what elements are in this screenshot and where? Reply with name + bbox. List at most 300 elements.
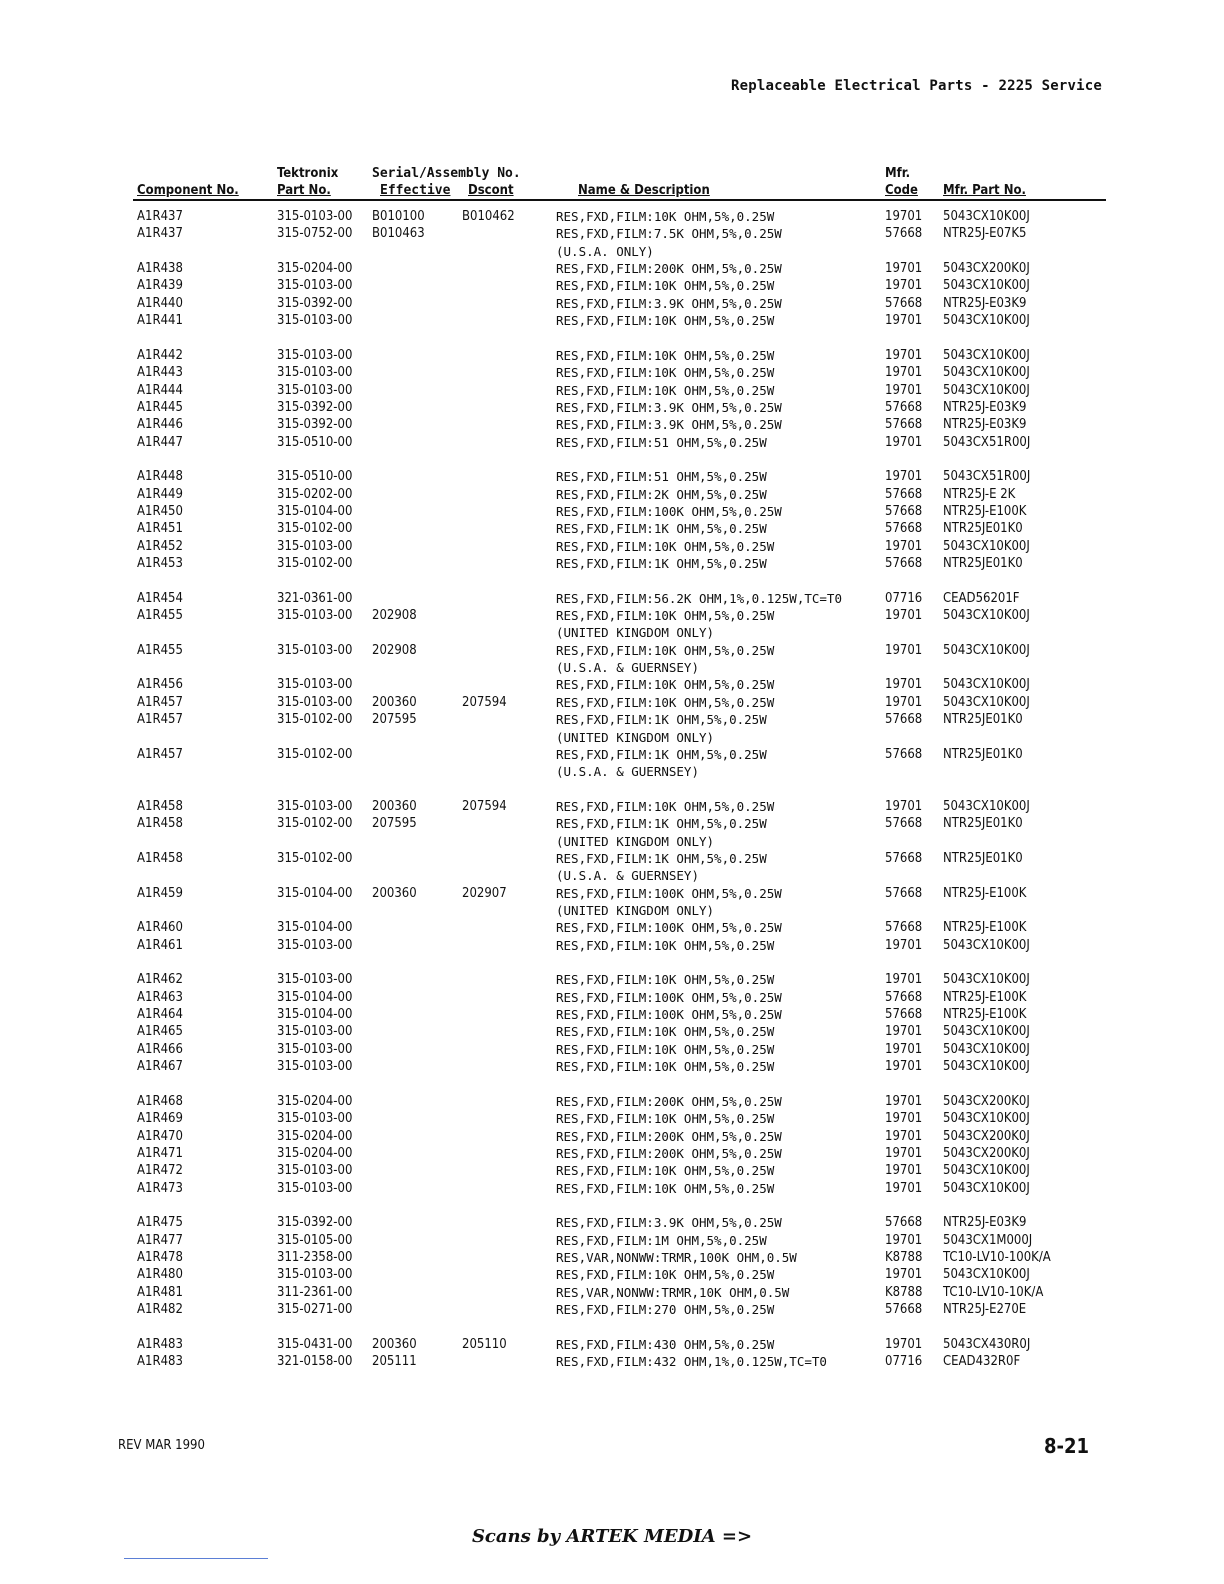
component-no: A1R462 bbox=[137, 972, 183, 988]
table-row bbox=[0, 399, 1224, 417]
table-row bbox=[0, 1110, 1224, 1128]
part-no: 315-0103-00 bbox=[277, 538, 353, 554]
mfr-part-no: 5043CX10K00J bbox=[943, 1024, 1030, 1040]
mfr-code: 19701 bbox=[885, 382, 923, 398]
description-note: (U.S.A. ONLY) bbox=[556, 243, 654, 259]
description: RES,FXD,FILM:10K OHM,5%,0.25W bbox=[556, 677, 775, 693]
table-row bbox=[0, 607, 1224, 625]
header-tektronix: Tektronix bbox=[277, 166, 339, 181]
part-no: 315-0103-00 bbox=[277, 1180, 353, 1196]
mfr-code: 57668 bbox=[885, 1215, 923, 1231]
part-no: 315-0103-00 bbox=[277, 1024, 353, 1040]
component-no: A1R455 bbox=[137, 608, 183, 624]
part-no: 315-0102-00 bbox=[277, 556, 353, 571]
table-row bbox=[0, 815, 1224, 833]
scan-credit: Scans by ARTEK MEDIA => bbox=[471, 1526, 753, 1547]
description: RES,FXD,FILM:10K OHM,5%,0.25W bbox=[556, 1111, 775, 1127]
mfr-part-no: 5043CX1M000J bbox=[943, 1232, 1033, 1248]
header-dscont: Dscont bbox=[468, 183, 514, 198]
header-code: Code bbox=[885, 183, 918, 198]
mfr-part-no: NTR25JE01K0 bbox=[943, 850, 1023, 866]
description: RES,FXD,FILM:10K OHM,5%,0.25W bbox=[556, 313, 775, 329]
mfr-code: 19701 bbox=[885, 1111, 923, 1127]
component-no: A1R454 bbox=[137, 590, 183, 606]
component-no: A1R453 bbox=[137, 556, 183, 571]
table-row bbox=[0, 1093, 1224, 1111]
part-no: 315-0103-00 bbox=[277, 937, 353, 953]
part-no: 315-0392-00 bbox=[277, 1215, 353, 1231]
description: RES,FXD,FILM:1M OHM,5%,0.25W bbox=[556, 1232, 767, 1248]
mfr-code: 19701 bbox=[885, 1145, 923, 1161]
component-no: A1R439 bbox=[137, 278, 183, 294]
mfr-code: 57668 bbox=[885, 712, 923, 728]
table-row bbox=[0, 971, 1224, 989]
mfr-part-no: 5043CX10K00J bbox=[943, 694, 1030, 710]
table-row bbox=[0, 989, 1224, 1007]
mfr-part-no: NTR25J-E03K9 bbox=[943, 399, 1027, 415]
table-row bbox=[0, 711, 1224, 729]
table-row bbox=[0, 208, 1224, 226]
mfr-part-no: 5043CX200K0J bbox=[943, 1145, 1030, 1161]
component-no: A1R469 bbox=[137, 1111, 183, 1127]
part-no: 315-0103-00 bbox=[277, 694, 353, 710]
table-row bbox=[0, 885, 1224, 903]
serial-effective: 200360 bbox=[372, 798, 417, 814]
mfr-code: 57668 bbox=[885, 989, 923, 1005]
table-row bbox=[0, 642, 1224, 660]
mfr-part-no: 5043CX200K0J bbox=[943, 261, 1030, 277]
part-no: 315-0103-00 bbox=[277, 972, 353, 988]
mfr-part-no: 5043CX10K00J bbox=[943, 209, 1030, 224]
mfr-code: 19701 bbox=[885, 1093, 923, 1109]
mfr-code: 19701 bbox=[885, 209, 923, 224]
component-no: A1R447 bbox=[137, 434, 183, 450]
description: RES,FXD,FILM:10K OHM,5%,0.25W bbox=[556, 538, 775, 554]
table-row bbox=[0, 434, 1224, 452]
mfr-code: 19701 bbox=[885, 937, 923, 953]
mfr-part-no: 5043CX10K00J bbox=[943, 972, 1030, 988]
mfr-part-no: 5043CX10K00J bbox=[943, 1059, 1030, 1075]
table-row bbox=[0, 1284, 1224, 1302]
component-no: A1R472 bbox=[137, 1163, 183, 1179]
component-no: A1R457 bbox=[137, 694, 183, 710]
part-no: 315-0204-00 bbox=[277, 261, 353, 277]
description: RES,FXD,FILM:200K OHM,5%,0.25W bbox=[556, 1093, 782, 1109]
mfr-code: 19701 bbox=[885, 1336, 923, 1352]
mfr-part-no: 5043CX10K00J bbox=[943, 677, 1030, 693]
description: RES,FXD,FILM:10K OHM,5%,0.25W bbox=[556, 1024, 775, 1040]
mfr-code: 19701 bbox=[885, 538, 923, 554]
part-no: 315-0102-00 bbox=[277, 746, 353, 762]
component-no: A1R460 bbox=[137, 920, 183, 936]
mfr-part-no: 5043CX10K00J bbox=[943, 538, 1030, 554]
component-no: A1R477 bbox=[137, 1232, 183, 1248]
description: RES,FXD,FILM:1K OHM,5%,0.25W bbox=[556, 816, 767, 832]
part-no: 315-0752-00 bbox=[277, 226, 353, 242]
mfr-code: 57668 bbox=[885, 1007, 923, 1023]
description-note: (U.S.A. & GUERNSEY) bbox=[556, 868, 699, 884]
description: RES,FXD,FILM:270 OHM,5%,0.25W bbox=[556, 1302, 775, 1318]
mfr-code: 19701 bbox=[885, 798, 923, 814]
description-note: (UNITED KINGDOM ONLY) bbox=[556, 903, 715, 918]
mfr-part-no: NTR25JE01K0 bbox=[943, 746, 1023, 762]
mfr-code: 19701 bbox=[885, 1024, 923, 1040]
part-no: 321-0361-00 bbox=[277, 590, 353, 606]
part-no: 315-0103-00 bbox=[277, 347, 353, 363]
mfr-code: 19701 bbox=[885, 261, 923, 277]
mfr-code: 19701 bbox=[885, 677, 923, 693]
mfr-part-no: 5043CX10K00J bbox=[943, 798, 1030, 814]
table-row bbox=[0, 486, 1224, 504]
component-no: A1R458 bbox=[137, 816, 183, 832]
component-no: A1R437 bbox=[137, 209, 183, 224]
table-row bbox=[0, 850, 1224, 868]
table-row-note bbox=[0, 902, 1224, 920]
part-no: 315-0103-00 bbox=[277, 1163, 353, 1179]
serial-effective: 202908 bbox=[372, 642, 417, 658]
description: RES,FXD,FILM:2K OHM,5%,0.25W bbox=[556, 486, 767, 502]
component-no: A1R440 bbox=[137, 295, 183, 311]
component-no: A1R455 bbox=[137, 642, 183, 658]
description: RES,FXD,FILM:10K OHM,5%,0.25W bbox=[556, 1041, 775, 1057]
part-no: 315-0103-00 bbox=[277, 278, 353, 294]
mfr-code: 57668 bbox=[885, 503, 923, 519]
table-row bbox=[0, 225, 1224, 243]
mfr-part-no: 5043CX10K00J bbox=[943, 1041, 1030, 1057]
component-no: A1R452 bbox=[137, 538, 183, 554]
component-no: A1R464 bbox=[137, 1007, 183, 1023]
description: RES,FXD,FILM:3.9K OHM,5%,0.25W bbox=[556, 399, 782, 415]
description: RES,FXD,FILM:200K OHM,5%,0.25W bbox=[556, 1145, 782, 1161]
component-no: A1R446 bbox=[137, 417, 183, 433]
mfr-part-no: NTR25J-E07K5 bbox=[943, 226, 1027, 242]
serial-discontinued: 202907 bbox=[462, 885, 507, 901]
description: RES,VAR,NONWW:TRMR,10K OHM,0.5W bbox=[556, 1284, 790, 1300]
table-row bbox=[0, 1041, 1224, 1059]
header-name-description: Name & Description bbox=[578, 183, 710, 198]
serial-discontinued: 207594 bbox=[462, 694, 507, 710]
description: RES,FXD,FILM:10K OHM,5%,0.25W bbox=[556, 1180, 775, 1196]
table-row bbox=[0, 260, 1224, 278]
description: RES,FXD,FILM:10K OHM,5%,0.25W bbox=[556, 642, 775, 658]
component-no: A1R483 bbox=[137, 1336, 183, 1352]
mfr-part-no: 5043CX10K00J bbox=[943, 313, 1030, 329]
mfr-code: 19701 bbox=[885, 1180, 923, 1196]
part-no: 315-0392-00 bbox=[277, 295, 353, 311]
component-no: A1R481 bbox=[137, 1284, 183, 1300]
description: RES,FXD,FILM:10K OHM,5%,0.25W bbox=[556, 347, 775, 363]
mfr-code: 19701 bbox=[885, 1232, 923, 1248]
serial-effective: 200360 bbox=[372, 1336, 417, 1352]
table-row bbox=[0, 1249, 1224, 1267]
table-row bbox=[0, 798, 1224, 816]
header-mfr: Mfr. bbox=[885, 166, 911, 181]
table-row bbox=[0, 555, 1224, 573]
mfr-code: 19701 bbox=[885, 1128, 923, 1144]
part-no: 315-0103-00 bbox=[277, 209, 353, 224]
mfr-part-no: NTR25J-E100K bbox=[943, 503, 1027, 519]
mfr-part-no: 5043CX10K00J bbox=[943, 347, 1030, 363]
mfr-part-no: NTR25JE01K0 bbox=[943, 712, 1023, 728]
mfr-part-no: NTR25J-E100K bbox=[943, 885, 1027, 901]
description: RES,FXD,FILM:200K OHM,5%,0.25W bbox=[556, 261, 782, 277]
part-no: 315-0103-00 bbox=[277, 1111, 353, 1127]
table-row-note bbox=[0, 763, 1224, 781]
table-row bbox=[0, 1353, 1224, 1371]
serial-effective: 207595 bbox=[372, 816, 417, 832]
mfr-code: 19701 bbox=[885, 694, 923, 710]
mfr-part-no: 5043CX10K00J bbox=[943, 1163, 1030, 1179]
mfr-part-no: NTR25J-E03K9 bbox=[943, 417, 1027, 433]
table-row bbox=[0, 676, 1224, 694]
table-row bbox=[0, 538, 1224, 556]
description: RES,FXD,FILM:10K OHM,5%,0.25W bbox=[556, 365, 775, 381]
serial-effective: B010463 bbox=[372, 226, 425, 242]
description: RES,FXD,FILM:100K OHM,5%,0.25W bbox=[556, 503, 782, 519]
part-no: 315-0204-00 bbox=[277, 1128, 353, 1144]
description: RES,FXD,FILM:3.9K OHM,5%,0.25W bbox=[556, 1215, 782, 1231]
description: RES,FXD,FILM:10K OHM,5%,0.25W bbox=[556, 937, 775, 953]
component-no: A1R463 bbox=[137, 989, 183, 1005]
part-no: 315-0103-00 bbox=[277, 382, 353, 398]
part-no: 315-0103-00 bbox=[277, 608, 353, 624]
description: RES,FXD,FILM:1K OHM,5%,0.25W bbox=[556, 521, 767, 537]
table-row bbox=[0, 312, 1224, 330]
component-no: A1R450 bbox=[137, 503, 183, 519]
mfr-code: 07716 bbox=[885, 590, 923, 606]
mfr-part-no: TC10-LV10-100K/A bbox=[943, 1250, 1051, 1265]
mfr-part-no: 5043CX10K00J bbox=[943, 937, 1030, 953]
header-effective: Effective bbox=[380, 183, 451, 198]
mfr-part-no: NTR25J-E03K9 bbox=[943, 1215, 1027, 1231]
table-row bbox=[0, 1180, 1224, 1198]
mfr-part-no: TC10-LV10-10K/A bbox=[943, 1284, 1044, 1300]
serial-effective: 207595 bbox=[372, 712, 417, 728]
component-no: A1R482 bbox=[137, 1302, 183, 1318]
part-no: 311-2358-00 bbox=[277, 1250, 353, 1265]
component-no: A1R468 bbox=[137, 1093, 183, 1109]
part-no: 315-0204-00 bbox=[277, 1093, 353, 1109]
mfr-part-no: 5043CX430R0J bbox=[943, 1336, 1031, 1352]
table-row bbox=[0, 937, 1224, 955]
description: RES,FXD,FILM:7.5K OHM,5%,0.25W bbox=[556, 226, 782, 242]
mfr-code: 57668 bbox=[885, 226, 923, 242]
mfr-code: 19701 bbox=[885, 278, 923, 294]
table-row bbox=[0, 1162, 1224, 1180]
mfr-part-no: 5043CX200K0J bbox=[943, 1093, 1030, 1109]
component-no: A1R457 bbox=[137, 712, 183, 728]
table-row bbox=[0, 1006, 1224, 1024]
mfr-part-no: NTR25JE01K0 bbox=[943, 556, 1023, 571]
serial-effective: B010100 bbox=[372, 209, 425, 224]
table-row bbox=[0, 1058, 1224, 1076]
part-no: 315-0103-00 bbox=[277, 313, 353, 329]
part-no: 315-0103-00 bbox=[277, 1059, 353, 1075]
table-row bbox=[0, 694, 1224, 712]
component-no: A1R438 bbox=[137, 261, 183, 277]
part-no: 315-0103-00 bbox=[277, 677, 353, 693]
part-no: 315-0103-00 bbox=[277, 365, 353, 381]
description: RES,FXD,FILM:1K OHM,5%,0.25W bbox=[556, 556, 767, 571]
mfr-code: 57668 bbox=[885, 556, 923, 571]
serial-effective: 200360 bbox=[372, 694, 417, 710]
component-no: A1R473 bbox=[137, 1180, 183, 1196]
description: RES,FXD,FILM:1K OHM,5%,0.25W bbox=[556, 712, 767, 728]
description: RES,FXD,FILM:10K OHM,5%,0.25W bbox=[556, 278, 775, 294]
description-note: (UNITED KINGDOM ONLY) bbox=[556, 729, 715, 745]
component-no: A1R449 bbox=[137, 486, 183, 502]
part-no: 315-0271-00 bbox=[277, 1302, 353, 1318]
part-no: 315-0103-00 bbox=[277, 1041, 353, 1057]
serial-discontinued: 207594 bbox=[462, 798, 507, 814]
component-no: A1R444 bbox=[137, 382, 183, 398]
mfr-part-no: 5043CX10K00J bbox=[943, 1267, 1030, 1283]
description: RES,FXD,FILM:10K OHM,5%,0.25W bbox=[556, 608, 775, 624]
table-row bbox=[0, 590, 1224, 608]
mfr-code: K8788 bbox=[885, 1284, 923, 1300]
mfr-code: 57668 bbox=[885, 399, 923, 415]
mfr-code: 19701 bbox=[885, 1059, 923, 1075]
component-no: A1R470 bbox=[137, 1128, 183, 1144]
mfr-code: 19701 bbox=[885, 608, 923, 624]
description: RES,VAR,NONWW:TRMR,100K OHM,0.5W bbox=[556, 1250, 797, 1265]
table-row bbox=[0, 347, 1224, 365]
running-head: Replaceable Electrical Parts - 2225 Service bbox=[730, 78, 1102, 94]
component-no: A1R445 bbox=[137, 399, 183, 415]
component-no: A1R483 bbox=[137, 1354, 183, 1370]
table-row bbox=[0, 382, 1224, 400]
revision-date: REV MAR 1990 bbox=[118, 1438, 205, 1453]
part-no: 315-0103-00 bbox=[277, 798, 353, 814]
table-row bbox=[0, 277, 1224, 295]
mfr-code: 57668 bbox=[885, 486, 923, 502]
component-no: A1R442 bbox=[137, 347, 183, 363]
table-row bbox=[0, 1023, 1224, 1041]
table-row-note bbox=[0, 659, 1224, 677]
mfr-code: 57668 bbox=[885, 1302, 923, 1318]
description: RES,FXD,FILM:10K OHM,5%,0.25W bbox=[556, 972, 775, 988]
mfr-code: 57668 bbox=[885, 746, 923, 762]
part-no: 315-0102-00 bbox=[277, 712, 353, 728]
mfr-part-no: 5043CX10K00J bbox=[943, 365, 1030, 381]
component-no: A1R475 bbox=[137, 1215, 183, 1231]
header-rule bbox=[133, 199, 1106, 201]
mfr-code: 19701 bbox=[885, 1163, 923, 1179]
mfr-part-no: NTR25JE01K0 bbox=[943, 816, 1023, 832]
part-no: 315-0104-00 bbox=[277, 885, 353, 901]
description: RES,FXD,FILM:10K OHM,5%,0.25W bbox=[556, 1267, 775, 1283]
description: RES,FXD,FILM:10K OHM,5%,0.25W bbox=[556, 1163, 775, 1179]
mfr-code: 19701 bbox=[885, 434, 923, 450]
component-no: A1R478 bbox=[137, 1250, 183, 1265]
table-row bbox=[0, 1145, 1224, 1163]
part-no: 315-0102-00 bbox=[277, 850, 353, 866]
description: RES,FXD,FILM:10K OHM,5%,0.25W bbox=[556, 694, 775, 710]
component-no: A1R451 bbox=[137, 521, 183, 537]
part-no: 315-0104-00 bbox=[277, 920, 353, 936]
table-row bbox=[0, 1266, 1224, 1284]
mfr-code: 57668 bbox=[885, 920, 923, 936]
mfr-part-no: 5043CX51R00J bbox=[943, 469, 1031, 485]
table-row bbox=[0, 503, 1224, 521]
mfr-part-no: 5043CX10K00J bbox=[943, 1180, 1030, 1196]
mfr-part-no: NTR25J-E270E bbox=[943, 1302, 1027, 1318]
serial-discontinued: 205110 bbox=[462, 1336, 507, 1352]
table-row bbox=[0, 520, 1224, 538]
mfr-part-no: CEAD56201F bbox=[943, 590, 1020, 606]
header-serial-assembly: Serial/Assembly No. bbox=[372, 166, 521, 181]
mfr-code: 57668 bbox=[885, 417, 923, 433]
component-no: A1R458 bbox=[137, 798, 183, 814]
mfr-code: 19701 bbox=[885, 1267, 923, 1283]
description: RES,FXD,FILM:10K OHM,5%,0.25W bbox=[556, 1059, 775, 1075]
component-no: A1R467 bbox=[137, 1059, 183, 1075]
mfr-part-no: 5043CX51R00J bbox=[943, 434, 1031, 450]
component-no: A1R459 bbox=[137, 885, 183, 901]
component-no: A1R465 bbox=[137, 1024, 183, 1040]
description: RES,FXD,FILM:51 OHM,5%,0.25W bbox=[556, 469, 767, 485]
mfr-part-no: NTR25J-E100K bbox=[943, 920, 1027, 936]
mfr-code: 19701 bbox=[885, 642, 923, 658]
mfr-part-no: NTR25JE01K0 bbox=[943, 521, 1023, 537]
component-no: A1R458 bbox=[137, 850, 183, 866]
part-no: 315-0103-00 bbox=[277, 1267, 353, 1283]
serial-effective: 200360 bbox=[372, 885, 417, 901]
table-row bbox=[0, 416, 1224, 434]
table-row bbox=[0, 468, 1224, 486]
description: RES,FXD,FILM:430 OHM,5%,0.25W bbox=[556, 1336, 775, 1352]
mfr-code: 19701 bbox=[885, 469, 923, 485]
serial-discontinued: B010462 bbox=[462, 209, 515, 224]
description-note: (UNITED KINGDOM ONLY) bbox=[556, 625, 715, 641]
mfr-code: 57668 bbox=[885, 295, 923, 311]
table-row-note bbox=[0, 729, 1224, 747]
table-row bbox=[0, 1214, 1224, 1232]
part-no: 315-0102-00 bbox=[277, 816, 353, 832]
part-no: 315-0104-00 bbox=[277, 503, 353, 519]
mfr-code: 57668 bbox=[885, 521, 923, 537]
mfr-code: 57668 bbox=[885, 850, 923, 866]
table-row bbox=[0, 295, 1224, 313]
header-part-no: Part No. bbox=[277, 183, 331, 198]
component-no: A1R443 bbox=[137, 365, 183, 381]
description: RES,FXD,FILM:1K OHM,5%,0.25W bbox=[556, 850, 767, 866]
mfr-code: 19701 bbox=[885, 347, 923, 363]
table-row bbox=[0, 746, 1224, 764]
table-row-note bbox=[0, 624, 1224, 642]
table-row-note bbox=[0, 243, 1224, 261]
header-component-no: Component No. bbox=[137, 183, 239, 198]
mfr-part-no: CEAD432R0F bbox=[943, 1354, 1021, 1370]
part-no: 315-0104-00 bbox=[277, 1007, 353, 1023]
component-no: A1R461 bbox=[137, 937, 183, 953]
mfr-part-no: NTR25J-E100K bbox=[943, 989, 1027, 1005]
part-no: 315-0204-00 bbox=[277, 1145, 353, 1161]
component-no: A1R471 bbox=[137, 1145, 183, 1161]
mfr-code: K8788 bbox=[885, 1250, 923, 1265]
serial-effective: 202908 bbox=[372, 608, 417, 624]
table-row-note bbox=[0, 833, 1224, 851]
part-no: 321-0158-00 bbox=[277, 1354, 353, 1370]
part-no: 315-0102-00 bbox=[277, 521, 353, 537]
description: RES,FXD,FILM:200K OHM,5%,0.25W bbox=[556, 1128, 782, 1144]
mfr-part-no: 5043CX10K00J bbox=[943, 278, 1030, 294]
mfr-part-no: 5043CX10K00J bbox=[943, 382, 1030, 398]
description: RES,FXD,FILM:10K OHM,5%,0.25W bbox=[556, 382, 775, 398]
description: RES,FXD,FILM:3.9K OHM,5%,0.25W bbox=[556, 295, 782, 311]
description-note: (U.S.A. & GUERNSEY) bbox=[556, 764, 699, 780]
description-note: (U.S.A. & GUERNSEY) bbox=[556, 660, 699, 676]
